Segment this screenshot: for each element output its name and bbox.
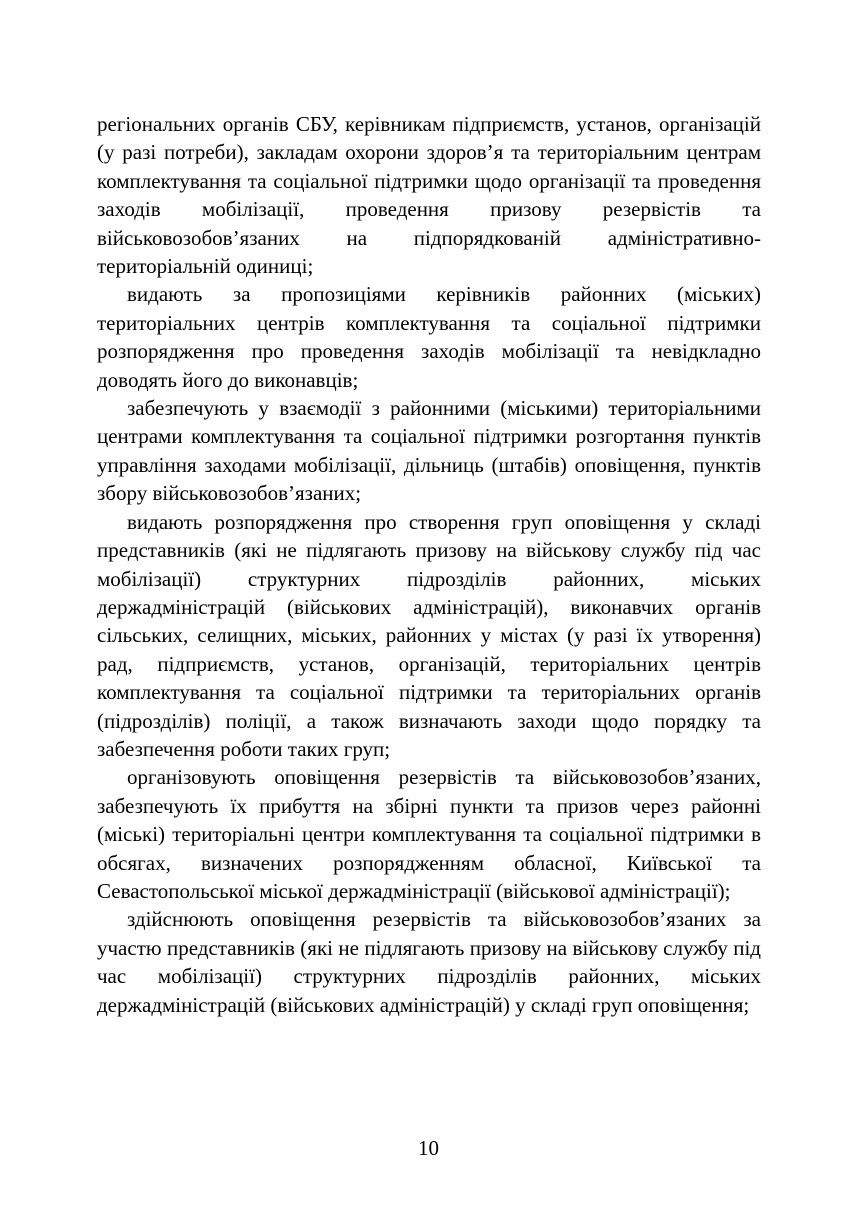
paragraph-issue-order: видають за пропозиціями керівників районних (міських) територіальних центрів комплектування та соціальної підтримки розпорядження про проведення заходів мобілізації та невідкладно доводять його до виконавців; [97,282,761,392]
paragraph-notification-groups: видають розпорядження про створення груп оповіщення у складі представників (які не підлягають призову на військову службу під час мобілізації) структурних підрозділів районних, міських держадміністрацій (військових адміністрацій), виконавчих органів сільських, селищних, міських, районних у містах (у разі їх утворення) рад, підприємств, установ, організацій, територіальних центрів комплектування та соціальної підтримки та територіальних органів (підрозділів) поліції, а також визначають заходи щодо порядку та забезпечення роботи таких груп; [97,509,761,761]
paragraph-organize-notification: організовують оповіщення резервістів та військовозобов’язаних, забезпечують їх прибуття на збірні пункти та призов через районні (міські) територіальні центри комплектування та соціальної підтримки в обсягах, визначених розпорядженням обласної, Київської та Севастопольської міської держадміністрації (військової адміністрації); [97,765,761,903]
page-number: 10 [418,1136,439,1160]
paragraph-carry-out-notification: здійснюють оповіщення резервістів та військовозобов’язаних за участю представників (які не підлягають призову на військову службу під час мобілізації) структурних підрозділів районних, міських держадміністрацій (військових адміністрацій) у складі груп оповіщення; [97,907,761,1017]
body-text [97,110,761,1019]
paragraph-continuation: регіональних органів СБУ, керівникам підприємств, установ, організацій (у разі потреби), закладам охорони здоров’я та територіальним центрам комплектування та соціальної підтримки щодо організації та проведення заходів мобілізації, проведення призову резервістів та військовозобов’язаних на підпорядкованій адміністративно-територіальній одиниці; [97,112,761,279]
paragraph-deploy-points: забезпечують у взаємодії з районними (міськими) територіальними центрами комплектування та соціальної підтримки розгортання пунктів управління заходами мобілізації, дільниць (штабів) оповіщення, пунктів збору військовозобов’язаних; [97,396,761,506]
